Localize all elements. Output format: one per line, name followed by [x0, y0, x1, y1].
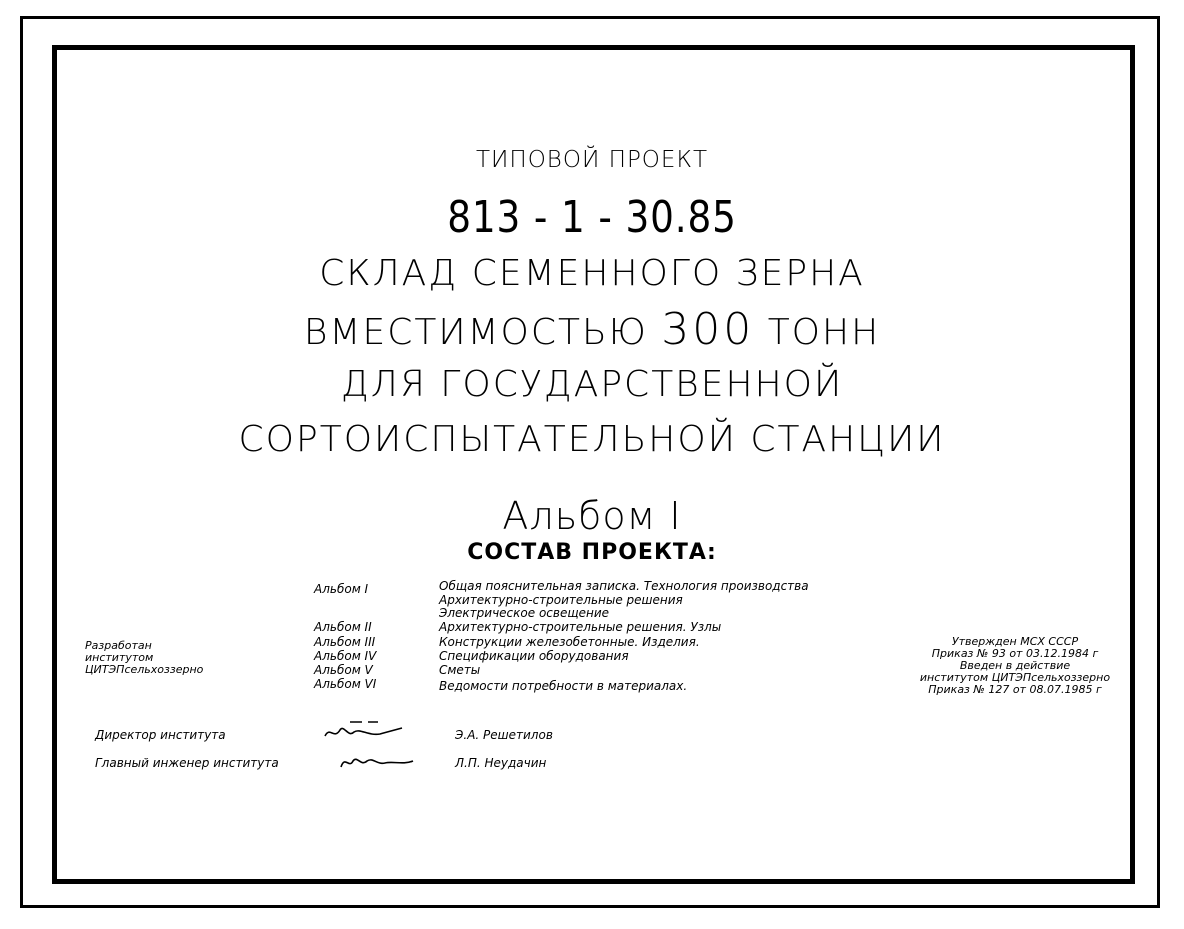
contents-album: Альбом II	[314, 620, 372, 634]
title-line-2-c: ТОНН	[754, 312, 881, 353]
signature-name: Л.П. Неудачин	[455, 756, 547, 770]
chief-engineer-signature-icon	[337, 749, 417, 773]
title-line-2	[0, 304, 1184, 355]
title-line-4: СОРТОИСПЫТАТЕЛЬНОЙ СТАНЦИИ	[238, 419, 946, 460]
title-line-3: ДЛЯ ГОСУДАРСТВЕННОЙ	[340, 364, 844, 405]
contents-desc: Общая пояснительная записка. Технология производства	[439, 579, 809, 593]
project-code: 813 - 1 - 30.85	[447, 192, 737, 243]
signature-role: Директор института	[95, 728, 226, 742]
contents-desc: Сметы	[439, 663, 481, 677]
contents-desc: Конструкции железобетонные. Изделия.	[439, 635, 700, 649]
developer-block	[85, 640, 203, 676]
composition-heading: СОСТАВ ПРОЕКТА:	[467, 540, 717, 565]
contents-album: Альбом V	[314, 663, 373, 677]
approval-block	[900, 636, 1130, 696]
approval-line: Приказ № 93 от 03.12.1984 г	[931, 647, 1099, 660]
title-line-2-a: ВМЕСТИМОСТЬЮ	[303, 312, 662, 353]
contents-desc: Спецификации оборудования	[439, 649, 629, 663]
developer-line: институтом	[85, 651, 154, 664]
album-title: Альбом I	[502, 494, 682, 538]
contents-desc: Архитектурно-строительные решения	[439, 593, 683, 607]
contents-album: Альбом III	[314, 635, 376, 649]
contents-desc: Электрическое освещение	[439, 606, 610, 620]
capacity-number: 300	[661, 304, 755, 355]
contents-album: Альбом VI	[314, 677, 377, 691]
developer-line: Разработан	[85, 639, 152, 652]
approval-line: Приказ № 127 от 08.07.1985 г	[928, 683, 1102, 696]
contents-album: Альбом IV	[314, 649, 377, 663]
contents-desc: Ведомости потребности в материалах.	[439, 679, 688, 693]
approval-line: Введен в действие	[959, 659, 1071, 672]
signature-name: Э.А. Решетилов	[455, 728, 553, 742]
contents-album: Альбом I	[314, 582, 369, 596]
contents-desc: Архитектурно-строительные решения. Узлы	[439, 620, 722, 634]
title-line-1: СКЛАД СЕМЕННОГО ЗЕРНА	[319, 253, 865, 294]
project-type: ТИПОВОЙ ПРОЕКТ	[476, 147, 708, 173]
signature-role: Главный инженер института	[95, 756, 279, 770]
director-signature-icon	[320, 714, 410, 744]
developer-line: ЦИТЭПсельхоззерно	[85, 663, 204, 676]
approval-line: институтом ЦИТЭПсельхоззерно	[919, 671, 1111, 684]
approval-line: Утвержден МСХ СССР	[951, 635, 1079, 648]
